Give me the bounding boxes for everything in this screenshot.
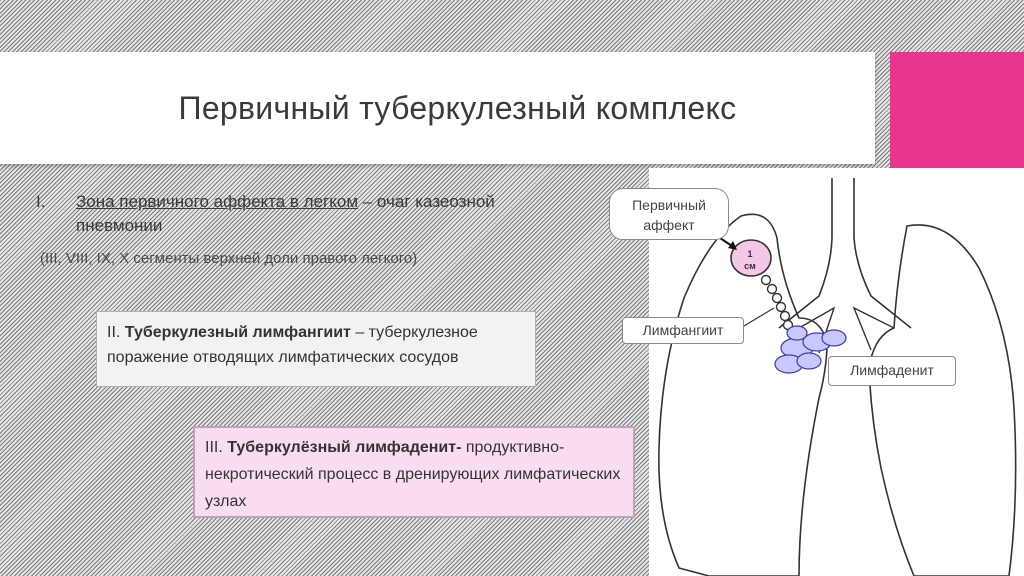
title-band bbox=[0, 52, 875, 164]
item-primary-affect-highlight: Зона первичного аффекта в легком bbox=[76, 192, 359, 211]
lymphangitis-desc: – туберкулезное поражение отводящих лимфатических сосудов bbox=[107, 324, 478, 366]
lymphangitis-pointer bbox=[744, 308, 774, 326]
lung-left-outline bbox=[869, 225, 1016, 576]
lymphadenitis-desc: продуктивно-некротический процесс в дренирующих лимфатических узлах bbox=[205, 439, 621, 510]
segments-note: (III, VIII, IX, X сегменты верхней доли правого легкого) bbox=[40, 250, 418, 267]
lymphangitis-box bbox=[96, 311, 536, 387]
callout-affect-line1: Первичный bbox=[632, 197, 706, 213]
focus-size-label bbox=[730, 248, 770, 272]
lymphadenitis-heading: Туберкулёзный лимфаденит- bbox=[227, 439, 462, 456]
item-primary-affect bbox=[36, 190, 496, 238]
callout-lymphadenitis: Лимфаденит bbox=[828, 356, 956, 386]
callout-affect-line2: аффект bbox=[643, 217, 695, 233]
bronchus-right bbox=[854, 308, 894, 350]
lymphangitis-chain bbox=[762, 276, 793, 330]
focus-size-unit: см bbox=[744, 261, 756, 271]
accent-square bbox=[890, 52, 1024, 168]
lymphangitis-heading: Туберкулезный лимфангиит bbox=[124, 324, 351, 341]
item-primary-affect-text bbox=[76, 190, 496, 238]
callout-lymphangitis: Лимфангиит bbox=[622, 317, 744, 344]
item-primary-affect-rest: – очаг казеозной пневмонии bbox=[76, 192, 495, 235]
slide-title: Первичный туберкулезный комплекс bbox=[178, 89, 737, 126]
lymphadenitis-prefix: III. bbox=[205, 439, 228, 456]
item-number: I. bbox=[36, 192, 46, 211]
lymphangitis-prefix: II. bbox=[107, 324, 125, 341]
trachea-left-wall bbox=[779, 178, 832, 328]
focus-size-value: 1 bbox=[747, 249, 753, 259]
lymphadenitis-box bbox=[193, 426, 635, 518]
callout-primary-affect bbox=[609, 188, 729, 240]
